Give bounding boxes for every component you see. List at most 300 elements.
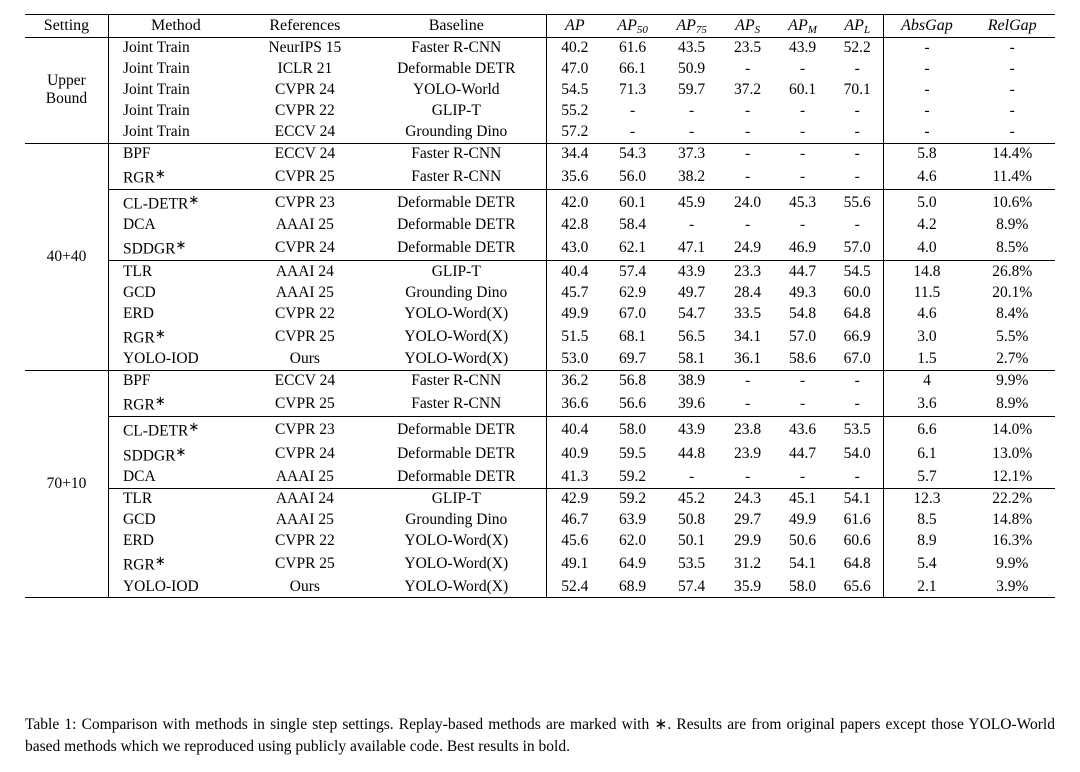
relgap-cell: - [969, 37, 1055, 59]
reference-cell: ICLR 21 [277, 60, 333, 78]
reference-cell: ECCV 24 [274, 123, 336, 141]
relgap-cell: 13.0% [992, 445, 1033, 463]
reference-cell: CVPR 24 [274, 445, 335, 463]
apm-cell: 49.9 [788, 511, 817, 529]
ap-cell: 45.7 [561, 283, 589, 301]
ap75-cell: 57.4 [678, 577, 706, 595]
apm-cell: - [799, 395, 806, 413]
apm-cell: 45.3 [774, 190, 831, 215]
reference-cell: AAAI 24 [243, 261, 367, 283]
method-cell: ERD [122, 532, 154, 550]
relgap-cell: 16.3% [992, 532, 1033, 550]
reference-cell: CVPR 23 [243, 190, 367, 215]
ap50-cell: - [629, 102, 636, 120]
table-row [25, 215, 1055, 236]
baseline-cell: YOLO-Word(X) [367, 576, 546, 598]
ap50-cell: 57.4 [603, 261, 662, 283]
ap50-cell: 56.6 [619, 395, 647, 413]
relgap-cell: 9.9% [969, 370, 1055, 392]
apm-cell: 46.9 [788, 239, 817, 257]
ap50-cell: 66.1 [619, 60, 647, 78]
table-row [25, 236, 1055, 261]
ap-cell: 51.5 [561, 327, 589, 345]
reference-cell: AAAI 24 [243, 488, 367, 510]
apm-cell: 45.1 [774, 488, 831, 510]
method-cell: SDDGR∗ [122, 237, 187, 258]
ap75-cell: - [689, 123, 695, 141]
absgap-cell: - [924, 60, 930, 78]
table-row [25, 324, 1055, 349]
baseline-cell: GLIP-T [367, 101, 546, 122]
apm-cell: 54.1 [788, 554, 817, 572]
absgap-cell: - [924, 81, 930, 99]
aps-cell: 36.1 [734, 350, 762, 368]
ap-cell: 36.6 [561, 395, 589, 413]
table-row [25, 349, 1055, 371]
ap50-cell: 58.4 [619, 216, 647, 234]
baseline-cell: Faster R-CNN [367, 165, 546, 190]
ap75-cell: 49.7 [678, 283, 706, 301]
table-page [0, 14, 1080, 772]
ap75-cell: 43.9 [662, 261, 721, 283]
apl-cell: 55.6 [831, 190, 884, 215]
baseline-cell: Deformable DETR [367, 442, 546, 467]
aps-cell: - [721, 370, 774, 392]
method-cell: GCD [122, 511, 156, 529]
header-ap75: $AP_{75}$ [662, 15, 721, 38]
apl-cell: - [831, 165, 884, 190]
results-table [25, 14, 1055, 598]
ap50-cell: 62.0 [619, 532, 647, 550]
method-cell: BPF [108, 143, 242, 165]
ap-cell: 42.9 [546, 488, 603, 510]
baseline-cell: Deformable DETR [367, 215, 546, 236]
ap50-cell: 56.0 [619, 168, 647, 186]
absgap-cell: 14.8 [884, 261, 969, 283]
method-cell: SDDGR∗ [122, 443, 187, 465]
ap75-cell: 56.5 [678, 327, 706, 345]
aps-cell: - [745, 395, 751, 413]
method-cell: DCA [122, 216, 156, 234]
apl-cell: - [831, 215, 884, 236]
relgap-cell: 20.1% [992, 283, 1033, 301]
table-row [25, 576, 1055, 598]
apm-cell: - [799, 168, 806, 186]
apl-cell: 60.0 [831, 282, 884, 303]
ap75-cell: 45.9 [662, 190, 721, 215]
apm-cell: 49.3 [788, 283, 817, 301]
reference-cell: CVPR 22 [274, 532, 335, 550]
ap75-cell: 44.8 [678, 445, 706, 463]
apl-cell: 61.6 [831, 510, 884, 531]
baseline-cell: YOLO-Word(X) [367, 531, 546, 552]
ap-cell: 46.7 [561, 511, 589, 529]
relgap-cell: 14.4% [969, 143, 1055, 165]
apm-cell: 57.0 [788, 327, 817, 345]
baseline-cell: YOLO-Word(X) [367, 552, 546, 577]
absgap-cell: 4 [884, 370, 969, 392]
ap-cell: 49.9 [561, 304, 589, 322]
ap50-cell: 67.0 [619, 304, 647, 322]
table-row [25, 101, 1055, 122]
baseline-cell: Faster R-CNN [367, 143, 546, 165]
reference-cell: CVPR 25 [274, 554, 335, 572]
aps-cell: 23.3 [721, 261, 774, 283]
ap-cell: 53.0 [561, 350, 589, 368]
method-cell: ERD [122, 304, 154, 322]
relgap-cell: 22.2% [969, 488, 1055, 510]
ap75-cell: - [689, 468, 695, 486]
reference-cell: AAAI 25 [275, 283, 334, 301]
ap50-cell: 60.1 [603, 190, 662, 215]
ap-cell: 41.3 [561, 468, 589, 486]
aps-cell: 24.9 [734, 239, 762, 257]
aps-cell: 37.2 [734, 81, 762, 99]
relgap-cell: 10.6% [969, 190, 1055, 215]
method-cell: YOLO-IOD [122, 350, 199, 368]
table-row [25, 59, 1055, 80]
apl-cell: 64.8 [831, 303, 884, 324]
absgap-cell: - [884, 37, 969, 59]
method-cell: RGR∗ [122, 166, 166, 187]
absgap-cell: 6.1 [917, 445, 937, 463]
absgap-cell: - [924, 102, 930, 120]
aps-cell: - [721, 143, 774, 165]
aps-cell: - [745, 168, 751, 186]
ap-cell: 54.5 [561, 81, 589, 99]
method-cell: CL-DETR∗ [108, 417, 242, 442]
method-cell: Joint Train [122, 60, 190, 78]
header-ap: AP [546, 15, 603, 38]
absgap-cell: 4.6 [917, 168, 937, 186]
reference-cell: Ours [289, 350, 320, 368]
ap50-cell: 71.3 [619, 81, 647, 99]
baseline-cell: Faster R-CNN [367, 37, 546, 59]
reference-cell: AAAI 25 [275, 216, 334, 234]
apl-cell: - [831, 122, 884, 144]
relgap-cell: 8.5% [996, 239, 1029, 257]
method-cell: BPF [108, 370, 242, 392]
ap-cell: 45.6 [561, 532, 589, 550]
reference-cell: NeurIPS 15 [243, 37, 367, 59]
baseline-cell: Grounding Dino [367, 282, 546, 303]
ap-cell: 49.1 [561, 554, 589, 572]
relgap-cell: 26.8% [969, 261, 1055, 283]
apl-cell: 64.8 [831, 552, 884, 577]
table-row [25, 165, 1055, 190]
table-caption: Table 1: Comparison with methods in single step settings. Replay-based methods are marked with ∗. Results are from original papers except those YOLO-World based methods which we reproduced using publicly available code. Best results in bold. [25, 716, 1055, 756]
aps-cell: 23.5 [721, 37, 774, 59]
apm-cell: 58.0 [788, 577, 817, 595]
reference-cell: AAAI 25 [275, 511, 334, 529]
absgap-cell: 3.0 [917, 327, 937, 345]
method-cell: CL-DETR∗ [108, 190, 242, 215]
relgap-cell: 14.8% [992, 511, 1033, 529]
apl-cell: 67.0 [831, 349, 884, 371]
apl-cell: - [831, 59, 884, 80]
table-row [25, 282, 1055, 303]
ap50-cell: 62.9 [619, 283, 647, 301]
apm-cell: 44.7 [774, 261, 831, 283]
ap50-cell: 68.9 [619, 577, 647, 595]
apm-cell: 44.7 [788, 445, 817, 463]
header-baseline: Baseline [367, 15, 546, 38]
aps-cell: 23.8 [721, 417, 774, 442]
apm-cell: 43.9 [774, 37, 831, 59]
absgap-cell: 2.1 [917, 577, 937, 595]
baseline-cell: YOLO-Word(X) [367, 324, 546, 349]
relgap-cell: 11.4% [992, 168, 1032, 186]
header-ap50: $AP_{50}$ [603, 15, 662, 38]
absgap-cell: 8.5 [917, 511, 937, 529]
aps-cell: - [745, 102, 751, 120]
baseline-cell: YOLO-Word(X) [367, 303, 546, 324]
ap75-cell: - [689, 102, 695, 120]
ap75-cell: 39.6 [678, 395, 706, 413]
table-row [25, 442, 1055, 467]
ap-cell: 40.4 [546, 261, 603, 283]
ap-cell: 35.6 [561, 168, 589, 186]
baseline-cell: Grounding Dino [367, 510, 546, 531]
apm-cell: - [799, 60, 806, 78]
ap75-cell: 50.1 [678, 532, 706, 550]
method-cell: RGR∗ [122, 553, 166, 574]
ap75-cell: 38.9 [662, 370, 721, 392]
aps-cell: - [745, 216, 751, 234]
apl-cell: - [831, 143, 884, 165]
absgap-cell: 3.6 [917, 395, 937, 413]
aps-cell: - [745, 468, 751, 486]
method-cell: TLR [108, 261, 242, 283]
apm-cell: - [774, 143, 831, 165]
baseline-cell: Deformable DETR [367, 236, 546, 261]
absgap-cell: 11.5 [913, 283, 941, 301]
ap-cell: 40.2 [546, 37, 603, 59]
method-cell: Joint Train [108, 37, 242, 59]
reference-cell: CVPR 22 [274, 304, 335, 322]
method-cell: RGR∗ [122, 325, 166, 347]
baseline-cell: Faster R-CNN [367, 392, 546, 417]
ap-cell: 52.4 [561, 577, 589, 595]
relgap-cell: - [1009, 81, 1015, 99]
ap75-cell: - [689, 216, 695, 234]
ap75-cell: 43.5 [662, 37, 721, 59]
header-setting: Setting [25, 15, 108, 38]
setting-cell: Upper Bound [25, 37, 108, 143]
relgap-cell: 8.9% [996, 395, 1029, 413]
apm-cell: - [799, 216, 806, 234]
relgap-cell: 8.4% [996, 304, 1029, 322]
absgap-cell: 5.4 [917, 554, 937, 572]
table-row [25, 303, 1055, 324]
ap50-cell: 64.9 [619, 554, 647, 572]
ap-cell: 57.2 [561, 123, 589, 141]
aps-cell: 33.5 [734, 304, 762, 322]
ap-cell: 34.4 [546, 143, 603, 165]
absgap-cell: 5.8 [884, 143, 969, 165]
header-aps: $AP_S$ [721, 15, 774, 38]
absgap-cell: 4.2 [917, 216, 937, 234]
reference-cell: CVPR 24 [274, 239, 335, 257]
method-cell: TLR [108, 488, 242, 510]
table-row [25, 143, 1055, 165]
ap75-cell: 53.5 [678, 554, 706, 572]
baseline-cell: Deformable DETR [367, 467, 546, 489]
ap50-cell: - [629, 123, 636, 141]
relgap-cell: - [1009, 102, 1015, 120]
table-row [25, 190, 1055, 215]
apl-cell: 60.6 [831, 531, 884, 552]
apl-cell: 54.5 [831, 261, 884, 283]
apl-cell: - [831, 101, 884, 122]
ap50-cell: 69.7 [619, 350, 647, 368]
apl-cell: - [831, 370, 884, 392]
apl-cell: - [831, 467, 884, 489]
aps-cell: 31.2 [734, 554, 762, 572]
baseline-cell: Faster R-CNN [367, 370, 546, 392]
apm-cell: - [774, 370, 831, 392]
table-bottom-rule [25, 598, 1055, 599]
apl-cell: 66.9 [831, 324, 884, 349]
apm-cell: - [799, 468, 806, 486]
ap-cell: 47.0 [561, 60, 589, 78]
table-row [25, 417, 1055, 442]
baseline-cell: YOLO-World [367, 80, 546, 101]
method-cell: Joint Train [122, 102, 190, 120]
table-row [25, 370, 1055, 392]
baseline-cell: Deformable DETR [367, 190, 546, 215]
ap75-cell: 50.9 [678, 60, 706, 78]
apm-cell: 54.8 [788, 304, 817, 322]
method-cell: GCD [122, 283, 156, 301]
apm-cell: 50.6 [788, 532, 817, 550]
reference-cell: CVPR 24 [274, 81, 335, 99]
absgap-cell: 8.9 [917, 532, 937, 550]
table-row [25, 261, 1055, 283]
setting-cell: 70+10 [25, 370, 108, 597]
relgap-cell: 9.9% [996, 554, 1029, 572]
ap75-cell: 43.9 [662, 417, 721, 442]
aps-cell: 24.0 [721, 190, 774, 215]
aps-cell: 35.9 [734, 577, 762, 595]
ap50-cell: 61.6 [603, 37, 662, 59]
setting-cell: 40+40 [25, 143, 108, 370]
ap-cell: 43.0 [561, 239, 589, 257]
apl-cell: 53.5 [831, 417, 884, 442]
reference-cell: AAAI 25 [275, 468, 334, 486]
table-row [25, 510, 1055, 531]
baseline-cell: Grounding Dino [367, 122, 546, 144]
method-cell: RGR∗ [122, 393, 166, 414]
table-row [25, 392, 1055, 417]
relgap-cell: 8.9% [996, 216, 1029, 234]
ap-cell: 40.4 [546, 417, 603, 442]
aps-cell: 29.7 [734, 511, 762, 529]
reference-cell: CVPR 25 [274, 168, 335, 186]
ap75-cell: 54.7 [678, 304, 706, 322]
relgap-cell: 5.5% [996, 327, 1029, 345]
apl-cell: 57.0 [831, 236, 884, 261]
baseline-cell: GLIP-T [367, 261, 546, 283]
method-cell: Joint Train [122, 123, 190, 141]
header-apl: $AP_L$ [831, 15, 884, 38]
header-absgap: AbsGap [884, 15, 969, 38]
absgap-cell: 1.5 [917, 350, 937, 368]
apl-cell: 54.1 [831, 488, 884, 510]
ap75-cell: 38.2 [678, 168, 706, 186]
relgap-cell: 12.1% [992, 468, 1033, 486]
reference-cell: ECCV 24 [243, 143, 367, 165]
ap50-cell: 59.2 [619, 468, 647, 486]
table-row [25, 552, 1055, 577]
header-references: References [243, 15, 367, 38]
absgap-cell: 4.6 [917, 304, 937, 322]
reference-cell: CVPR 25 [274, 395, 335, 413]
ap50-cell: 56.8 [603, 370, 662, 392]
table-row [25, 80, 1055, 101]
ap50-cell: 63.9 [619, 511, 647, 529]
ap-cell: 42.0 [546, 190, 603, 215]
header-method: Method [108, 15, 242, 38]
apm-cell: 58.6 [788, 350, 817, 368]
reference-cell: ECCV 24 [243, 370, 367, 392]
ap-cell: 40.9 [561, 445, 589, 463]
ap75-cell: 37.3 [662, 143, 721, 165]
reference-cell: CVPR 22 [274, 102, 335, 120]
aps-cell: 28.4 [734, 283, 762, 301]
ap50-cell: 54.3 [603, 143, 662, 165]
table-row [25, 467, 1055, 489]
reference-cell: CVPR 25 [274, 327, 335, 345]
reference-cell: CVPR 23 [243, 417, 367, 442]
method-cell: DCA [122, 468, 156, 486]
absgap-cell: 12.3 [884, 488, 969, 510]
aps-cell: 34.1 [734, 327, 762, 345]
baseline-cell: Deformable DETR [367, 59, 546, 80]
apm-cell: - [799, 123, 806, 141]
baseline-cell: YOLO-Word(X) [367, 349, 546, 371]
apl-cell: 70.1 [831, 80, 884, 101]
baseline-cell: GLIP-T [367, 488, 546, 510]
aps-cell: 29.9 [734, 532, 762, 550]
apl-cell: 65.6 [831, 576, 884, 598]
aps-cell: 23.9 [734, 445, 762, 463]
aps-cell: 24.3 [721, 488, 774, 510]
apl-cell: 54.0 [831, 442, 884, 467]
reference-cell: Ours [289, 577, 320, 595]
apl-cell: - [831, 392, 884, 417]
ap75-cell: 45.2 [662, 488, 721, 510]
ap75-cell: 58.1 [678, 350, 706, 368]
aps-cell: - [745, 60, 751, 78]
apm-cell: 43.6 [774, 417, 831, 442]
ap50-cell: 68.1 [619, 327, 647, 345]
relgap-cell: 14.0% [969, 417, 1055, 442]
table-row [25, 531, 1055, 552]
table-header-row [25, 15, 1055, 38]
ap50-cell: 59.2 [603, 488, 662, 510]
table-row [25, 37, 1055, 59]
table-row [25, 122, 1055, 144]
header-apm: $AP_M$ [774, 15, 831, 38]
relgap-cell: 3.9% [996, 577, 1029, 595]
ap50-cell: 59.5 [619, 445, 647, 463]
header-relgap: RelGap [969, 15, 1055, 38]
apl-cell: 52.2 [831, 37, 884, 59]
absgap-cell: - [924, 123, 930, 141]
ap75-cell: 47.1 [678, 239, 706, 257]
table-row [25, 488, 1055, 510]
